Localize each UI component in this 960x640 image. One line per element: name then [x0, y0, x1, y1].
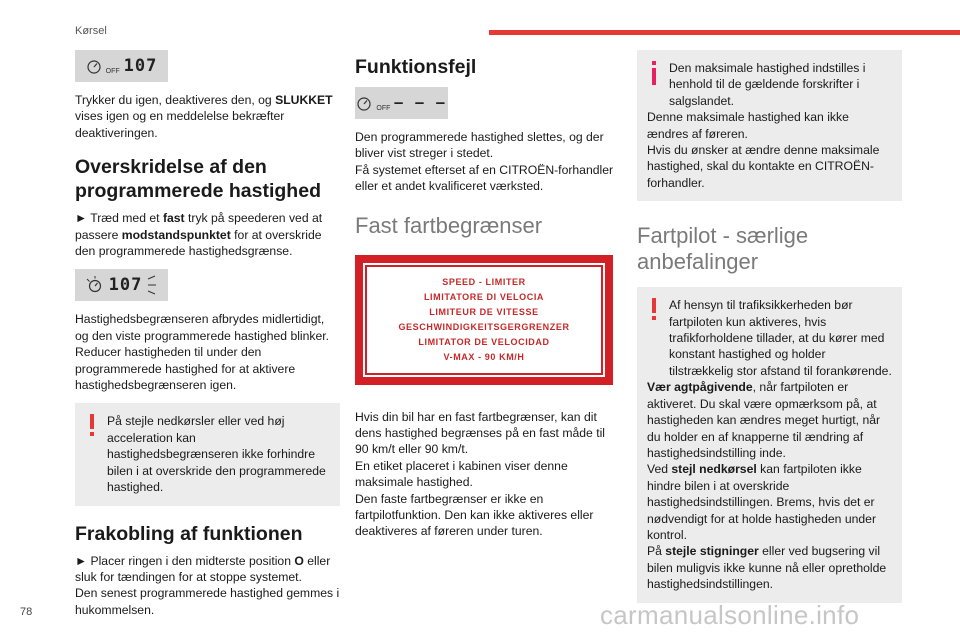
heading-disconnect: Frakobling af funktionen [75, 522, 303, 545]
lcd-speed-digits: 107 [123, 56, 158, 76]
paragraph-interrupted: Hastighedsbegrænseren afbrydes midlertidigt, og den viste programmerede hastighed blinker. Reducer hastigheden til under den programmerede hastighed for at aktivere hastighedsbegrænseren igen. [75, 312, 330, 393]
label-line: GESCHWINDIGKEITSGERGRENZER [398, 322, 570, 333]
warning-text: På stejle nedkørsler eller ved høj acceleration kan hastighedsbegrænseren ikke forhindre bilen i at overskride den programmerede hastighed. [107, 414, 326, 495]
paragraph-fixed-limit: Hvis din bil har en fast fartbegrænser, kan dit dens hastighed begrænses på en fast måde til 90 km/t eller 90 km/t. [355, 409, 606, 457]
exclamation-icon [650, 298, 658, 320]
info-text-2: Denne maksimale hastighed kan ikke ændres af føreren. [647, 110, 849, 141]
warning-text-3: Ved stejl nedkørsel kan fartpiloten ikke hindre bilen i at overskride hastighedsindstillingen. Brems, hvis det er nødvendigt for at holde hastigheden under kontrol. [647, 462, 877, 542]
paragraph-deactivate: Trykker du igen, deaktiveres den, og SLUKKET vises igen og en meddelelse bekræfter deaktiveringen. [75, 93, 333, 140]
watermark-text: carmanualsonline.info [600, 600, 860, 630]
label-line: V-MAX - 90 KM/H [443, 352, 525, 363]
warning-text-1: Af hensyn til trafiksikkerheden bør fartpiloten kun aktiveres, hvis trafikforholdene tillader, at du kører med konstant hastighed og holder tilstrækkelig stor afstand til forankørende. [669, 298, 892, 378]
column-middle [355, 55, 620, 540]
paragraph-service: Få systemet efterset af en CITROËN-forhandler eller et andet kvalificeret værksted. [355, 162, 614, 194]
warning-box-cruise [637, 287, 902, 602]
label-line: LIMITATORE DI VELOCIA [423, 292, 545, 303]
lcd-off-label: OFF [376, 104, 391, 112]
blink-rays-icon [146, 275, 158, 295]
exclamation-icon [88, 414, 96, 436]
header-accent-bar [489, 30, 960, 35]
section-title: Kørsel [75, 25, 107, 37]
page-number: 78 [20, 606, 33, 618]
paragraph-not-cruise: Den faste fartbegrænser er ikke en fartpilotfunktion. Den kan ikke aktiveres eller deaktiveres af føreren under turen. [355, 491, 594, 539]
lcd-off-label: OFF [105, 67, 120, 75]
label-line: LIMITEUR DE VITESSE [429, 307, 539, 318]
paragraph-speed-cleared: Den programmerede hastighed slettes, og der bliver vist streger i stedet. [355, 130, 604, 161]
lcd-display-off-107 [75, 50, 168, 82]
paragraph-ring-position: ► Placer ringen i den midterste position O eller sluk for tændingen for at stoppe systemet. [75, 553, 331, 584]
info-box-max-speed [637, 50, 902, 201]
column-right [637, 50, 902, 603]
speedometer-icon [86, 58, 102, 74]
lcd-display-blinking-107 [75, 269, 168, 301]
info-icon [650, 61, 658, 85]
paragraph-exceed: ► Træd med et fast tryk på speederen ved at passere modstandspunktet for at overskride den programmerede hastighedsgrænse. [75, 211, 323, 259]
heading-cruise-recommendations: Fartpilot - særlige anbefalinger [637, 223, 809, 275]
lcd-dashes: – – – [394, 95, 447, 111]
column-left [75, 50, 340, 618]
info-text-3: Hvis du ønsker at ændre denne maksimale hastighed, skal du kontakte en CITROËN-forhandler. [647, 143, 880, 190]
warning-box-downhill [75, 403, 340, 505]
heading-exceed: Overskridelse af den programmerede hastighed [75, 156, 321, 203]
heading-fault: Funktionsfejl [355, 56, 477, 78]
heading-fixed-limiter: Fast fartbegrænser [355, 212, 543, 238]
lcd-speed-digits: 107 [108, 275, 143, 296]
blinking-speedometer-icon [85, 275, 105, 295]
info-text-1: Den maksimale hastighed indstilles i henhold til de gældende forskrifter i salgslandet. [669, 61, 866, 108]
lcd-display-off-dashes [355, 87, 448, 119]
label-panel [365, 265, 603, 375]
paragraph-memory: Den senest programmerede hastighed gemmes i hukommelsen. [75, 586, 340, 617]
label-line: LIMITATOR DE VELOCIDAD [418, 337, 550, 348]
speedometer-icon [356, 95, 372, 111]
warning-text-4: På stejle stigninger eller ved bugsering vil bilen muligvis ikke kunne nå eller opretholde hastighedsindstillingen. [647, 544, 887, 592]
paragraph-label-cabin: En etiket placeret i kabinen viser denne maksimale hastighed. [355, 458, 568, 490]
label-line: SPEED - LIMITER [442, 277, 526, 288]
warning-text-2: Vær agtpågivende, når fartpiloten er aktiveret. Du skal være opmærksom på, at hastigheden kan ændres meget hurtigt, når du holder en af knapperne til ændring af hastighedsindstilling inde. [647, 380, 881, 460]
speed-limiter-label-image [355, 255, 613, 385]
